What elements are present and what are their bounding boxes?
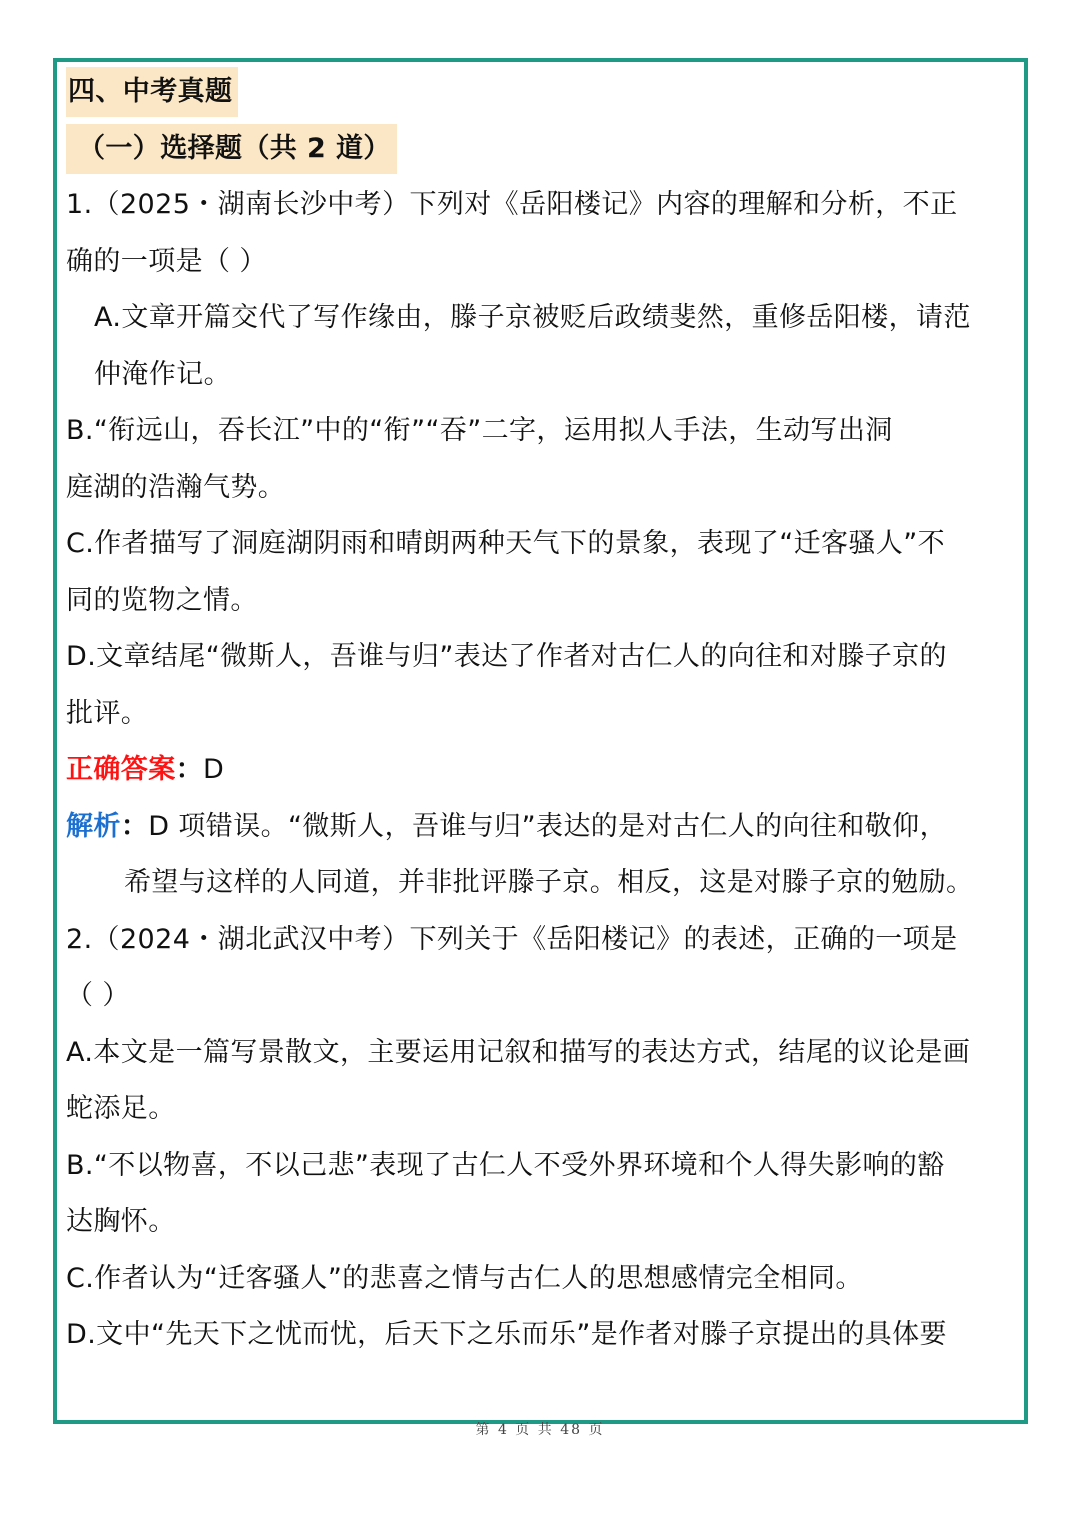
q1-option-b-line-2: 庭湖的浩瀚气势。	[66, 471, 286, 503]
analysis-separator: ：	[120, 810, 149, 842]
q1-analysis-row	[66, 799, 1018, 856]
q1-stem-line-1: 1.（2025・湖南长沙中考）下列对《岳阳楼记》内容的理解和分析，不正	[66, 189, 958, 220]
q1-option-a-line-2: 仲淹作记。	[94, 358, 231, 390]
subsection-title: （一）选择题（共 2 道）	[66, 124, 397, 174]
page-number-footer: 第 4 页 共 48 页	[475, 1422, 605, 1438]
analysis-text-line-2: 希望与这样的人同道，并非批评滕子京。相反，这是对滕子京的勉励。	[124, 867, 974, 898]
q2-option-a-line-1: A.本文是一篇写景散文，主要运用记叙和描写的表达方式，结尾的议论是画	[66, 1036, 971, 1068]
q1-option-b-line-1: B.“衔远山，吞长江”中的“衔”“吞”二字，运用拟人手法，生动写出洞	[66, 415, 893, 446]
answer-label: 正确答案	[66, 754, 176, 785]
q1-option-d-line-2: 批评。	[66, 697, 149, 729]
analysis-label: 解析	[66, 810, 121, 842]
q2-option-c-line-1: C.作者认为“迁客骚人”的悲喜之情与古仁人的思想感情完全相同。	[66, 1262, 863, 1294]
answer-value: D	[203, 754, 225, 785]
q1-answer-row	[66, 742, 1018, 799]
q2-option-b-line-2: 达胸怀。	[66, 1206, 176, 1237]
section-title: 四、中考真题	[66, 67, 238, 117]
q1-option-d-line-1: D.文章结尾“微斯人，吾谁与归”表达了作者对古仁人的向往和对滕子京的	[66, 641, 947, 672]
analysis-text-line-1: D 项错误。“微斯人，吾谁与归”表达的是对古仁人的向往和敬仰，	[148, 810, 947, 842]
q2-stem-line-1: 2.（2024・湖北武汉中考）下列关于《岳阳楼记》的表述，正确的一项是	[66, 923, 958, 955]
subsection-heading-row	[66, 121, 1018, 178]
page-content	[66, 64, 1018, 1364]
q2-option-d-line-1: D.文中“先天下之忧而忧，后天下之乐而乐”是作者对滕子京提出的具体要	[66, 1319, 947, 1350]
q1-option-a-line-1: A.文章开篇交代了写作缘由，滕子京被贬后政绩斐然，重修岳阳楼，请范	[94, 302, 971, 333]
q1-stem-line-2: 确的一项是（ ）	[66, 245, 267, 277]
q1-option-c-line-1: C.作者描写了洞庭湖阴雨和晴朗两种天气下的景象，表现了“迁客骚人”不	[66, 528, 946, 559]
q1-option-c-line-2: 同的览物之情。	[66, 584, 258, 616]
q2-option-b-line-1: B.“不以物喜，不以己悲”表现了古仁人不受外界环境和个人得失影响的豁	[66, 1149, 945, 1181]
q2-stem-line-2: （ ）	[66, 980, 130, 1011]
answer-separator: ：	[175, 754, 204, 785]
q2-option-a-line-2: 蛇添足。	[66, 1093, 176, 1124]
section-heading-row	[66, 64, 1018, 121]
